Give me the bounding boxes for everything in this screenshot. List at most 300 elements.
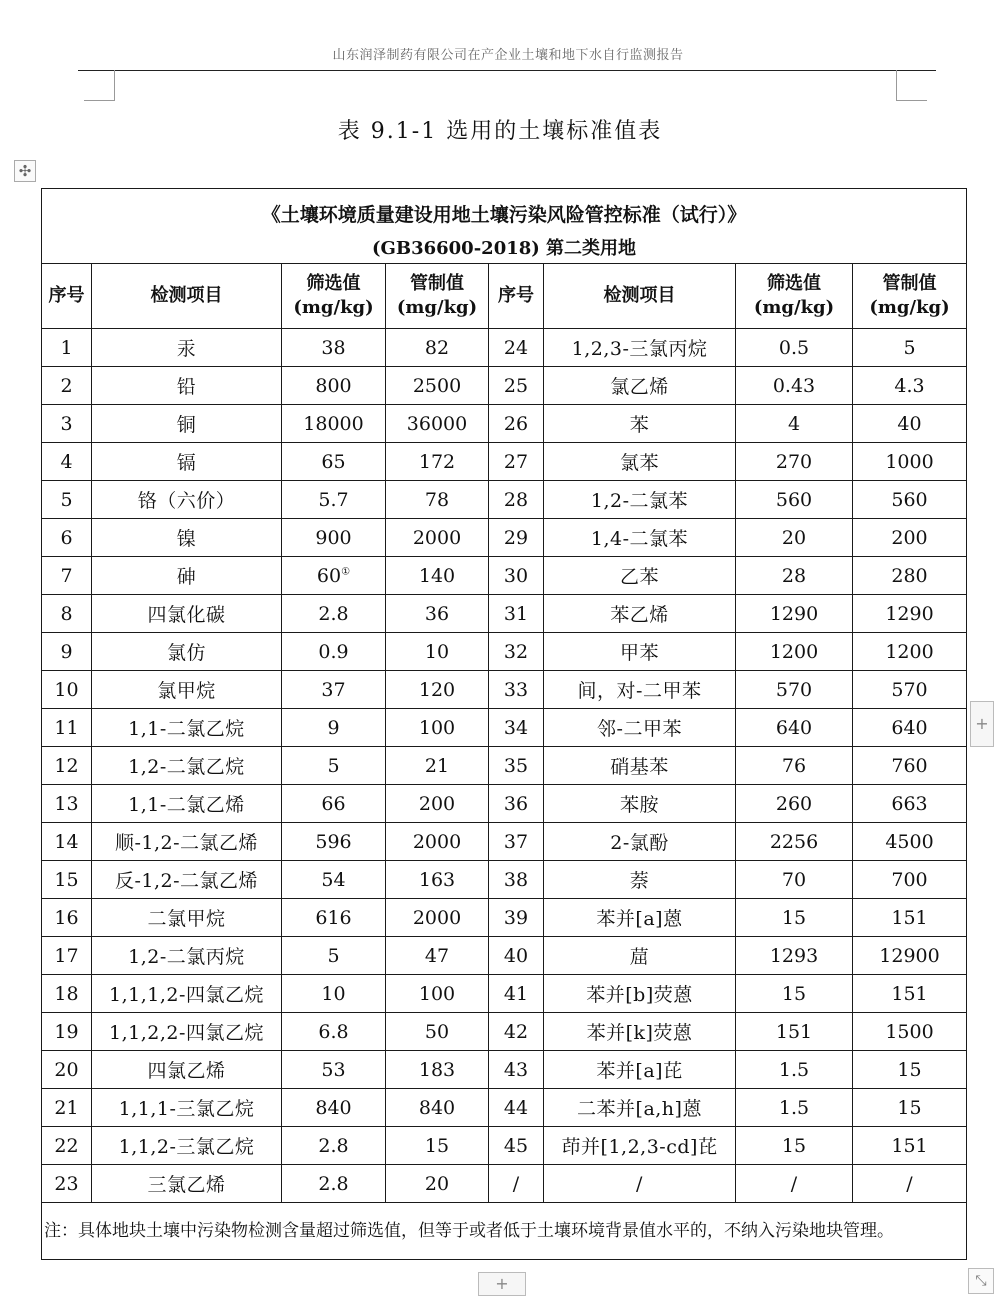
- item-cell[interactable]: [544, 443, 736, 481]
- cell-text: 37: [503, 830, 529, 853]
- screening-value-cell[interactable]: [282, 633, 386, 671]
- cell-text: 14: [54, 830, 79, 853]
- seq-cell[interactable]: [42, 975, 92, 1013]
- item-cell[interactable]: [544, 1089, 736, 1127]
- cell-text: 151: [775, 1020, 813, 1043]
- control-value-cell[interactable]: [853, 937, 967, 975]
- seq-cell[interactable]: [42, 1165, 92, 1203]
- seq-cell[interactable]: [42, 595, 92, 633]
- control-value-cell[interactable]: [386, 975, 489, 1013]
- table-caption-line1: 《土壤环境质量建设用地土壤污染风险管控标准（试行）》: [42, 189, 967, 232]
- item-cell[interactable]: [92, 1127, 282, 1165]
- screening-value-cell[interactable]: [736, 595, 853, 633]
- item-cell[interactable]: [92, 595, 282, 633]
- control-value-cell[interactable]: [386, 1089, 489, 1127]
- cell-text: 铅: [176, 376, 197, 398]
- screening-value-cell[interactable]: [282, 481, 386, 519]
- control-value-cell[interactable]: [853, 1089, 967, 1127]
- cell-text: 36: [503, 792, 529, 815]
- add-column-plus-icon[interactable]: +: [970, 701, 994, 747]
- seq-cell[interactable]: [42, 1013, 92, 1051]
- seq-cell[interactable]: [42, 329, 92, 367]
- cell-text: 700: [891, 868, 928, 891]
- item-cell[interactable]: [92, 1089, 282, 1127]
- screening-value-cell[interactable]: [282, 899, 386, 937]
- item-cell[interactable]: [92, 709, 282, 747]
- cell-text: 20: [424, 1172, 450, 1195]
- item-cell[interactable]: [92, 975, 282, 1013]
- cell-text: 840: [315, 1096, 352, 1119]
- cell-text: 151: [891, 906, 928, 929]
- screening-value-cell[interactable]: [282, 1013, 386, 1051]
- control-value-cell[interactable]: [853, 747, 967, 785]
- cell-text: 570: [775, 678, 813, 701]
- item-cell[interactable]: [92, 329, 282, 367]
- item-cell[interactable]: [92, 405, 282, 443]
- header-item: 检测项目: [544, 264, 736, 329]
- table-row: [42, 937, 967, 975]
- seq-cell[interactable]: [42, 937, 92, 975]
- control-value-cell[interactable]: [853, 557, 967, 595]
- screening-value-cell[interactable]: [736, 747, 853, 785]
- item-cell[interactable]: [544, 1013, 736, 1051]
- control-value-cell[interactable]: [853, 785, 967, 823]
- seq-cell[interactable]: [42, 747, 92, 785]
- control-value-cell[interactable]: [386, 1127, 489, 1165]
- item-cell[interactable]: [544, 671, 736, 709]
- cell-text: 2.8: [318, 602, 349, 625]
- item-cell[interactable]: [544, 823, 736, 861]
- cell-text: 15: [424, 1134, 450, 1157]
- table-resize-icon[interactable]: ⤡: [968, 1268, 994, 1294]
- header-control-title: 管制值: [882, 273, 937, 294]
- seq-cell[interactable]: [42, 443, 92, 481]
- header-unit: (mg/kg): [396, 297, 478, 318]
- screening-value-cell[interactable]: [736, 1127, 853, 1165]
- cell-text: /: [512, 1172, 520, 1195]
- add-row-plus-icon[interactable]: +: [478, 1272, 526, 1296]
- screening-value-cell[interactable]: [736, 823, 853, 861]
- seq-cell[interactable]: [42, 899, 92, 937]
- screening-value-cell[interactable]: [736, 481, 853, 519]
- cell-text: 16: [54, 906, 79, 929]
- seq-cell[interactable]: [489, 481, 544, 519]
- control-value-cell[interactable]: [386, 367, 489, 405]
- item-cell[interactable]: [544, 481, 736, 519]
- header-unit: (mg/kg): [869, 297, 950, 318]
- screening-value-cell[interactable]: [282, 823, 386, 861]
- screening-value-cell[interactable]: [736, 899, 853, 937]
- seq-cell[interactable]: [489, 709, 544, 747]
- seq-cell[interactable]: [42, 709, 92, 747]
- cell-text: 640: [891, 716, 928, 739]
- control-value-cell[interactable]: [386, 823, 489, 861]
- screening-value-cell[interactable]: [736, 937, 853, 975]
- screening-value-cell[interactable]: [736, 329, 853, 367]
- seq-cell[interactable]: [42, 367, 92, 405]
- control-value-cell[interactable]: [386, 519, 489, 557]
- seq-cell[interactable]: [489, 937, 544, 975]
- control-value-cell[interactable]: [386, 481, 489, 519]
- soil-standard-table: [41, 188, 967, 1260]
- cell-text: 四氯化碳: [147, 604, 226, 626]
- screening-value-cell[interactable]: [282, 1127, 386, 1165]
- seq-cell[interactable]: [489, 443, 544, 481]
- control-value-cell[interactable]: [386, 709, 489, 747]
- control-value-cell[interactable]: [853, 823, 967, 861]
- screening-value-cell[interactable]: [282, 595, 386, 633]
- seq-cell[interactable]: [489, 405, 544, 443]
- control-value-cell[interactable]: [853, 405, 967, 443]
- screening-value-cell[interactable]: [736, 671, 853, 709]
- control-value-cell[interactable]: [853, 481, 967, 519]
- item-cell[interactable]: [92, 861, 282, 899]
- cell-text: 二氯甲烷: [147, 908, 226, 930]
- cell-text: 15: [781, 906, 807, 929]
- header-screening-value: [736, 264, 853, 329]
- seq-cell[interactable]: [489, 861, 544, 899]
- item-cell[interactable]: [92, 1013, 282, 1051]
- cell-text: 1293: [769, 944, 819, 967]
- item-cell[interactable]: [544, 1051, 736, 1089]
- screening-value-cell[interactable]: [736, 1013, 853, 1051]
- seq-cell[interactable]: [42, 405, 92, 443]
- table-row: [42, 1127, 967, 1165]
- cell-text: 82: [424, 336, 450, 359]
- item-cell[interactable]: [544, 633, 736, 671]
- seq-cell[interactable]: [489, 1089, 544, 1127]
- control-value-cell[interactable]: [853, 899, 967, 937]
- table-row: [42, 633, 967, 671]
- cell-text: /: [906, 1172, 913, 1195]
- screening-value-cell[interactable]: [736, 1051, 853, 1089]
- control-value-cell[interactable]: [853, 1013, 967, 1051]
- screening-value-cell[interactable]: [282, 329, 386, 367]
- cell-text: 183: [418, 1058, 456, 1081]
- screening-value-cell[interactable]: [736, 1165, 853, 1203]
- item-cell[interactable]: [544, 785, 736, 823]
- seq-cell[interactable]: [42, 823, 92, 861]
- seq-cell[interactable]: [42, 785, 92, 823]
- cell-text: 19: [54, 1020, 79, 1043]
- table-note-row: [42, 1203, 967, 1260]
- screening-value-cell[interactable]: [736, 519, 853, 557]
- control-value-cell[interactable]: [386, 785, 489, 823]
- header-screening-value: [282, 264, 386, 329]
- cell-text: 76: [781, 754, 807, 777]
- header-control-value: [386, 264, 489, 329]
- control-value-cell[interactable]: [386, 329, 489, 367]
- screening-value-cell[interactable]: [282, 443, 386, 481]
- item-cell[interactable]: [92, 899, 282, 937]
- item-cell[interactable]: [92, 823, 282, 861]
- cell-text: 50: [424, 1020, 450, 1043]
- header-control-value: [853, 264, 967, 329]
- cell-text: 10: [321, 982, 346, 1005]
- cell-text: 1: [60, 336, 73, 359]
- seq-cell[interactable]: [489, 747, 544, 785]
- header-unit: (mg/kg): [753, 297, 835, 318]
- crop-mark-right: [896, 70, 927, 101]
- screening-value-cell[interactable]: [282, 671, 386, 709]
- seq-cell[interactable]: [42, 861, 92, 899]
- item-cell[interactable]: [92, 671, 282, 709]
- seq-cell[interactable]: [489, 595, 544, 633]
- screening-value-cell[interactable]: [736, 1089, 853, 1127]
- control-value-cell[interactable]: [386, 899, 489, 937]
- table-row: [42, 405, 967, 443]
- item-cell[interactable]: [544, 1127, 736, 1165]
- cell-text: 反-1,2-二氯乙烯: [114, 870, 259, 892]
- header-screening-title: 筛选值: [306, 273, 361, 294]
- cell-text: 1500: [885, 1020, 934, 1043]
- cell-text: 2.8: [318, 1172, 349, 1195]
- item-cell[interactable]: [544, 1165, 736, 1203]
- seq-cell[interactable]: [489, 1013, 544, 1051]
- cell-text: 2-氯酚: [610, 832, 669, 854]
- screening-value-cell[interactable]: [736, 557, 853, 595]
- control-value-cell[interactable]: [386, 595, 489, 633]
- cell-text: 2: [60, 374, 73, 397]
- control-value-cell[interactable]: [853, 329, 967, 367]
- screening-value-cell[interactable]: [736, 785, 853, 823]
- cell-text: 甲苯: [619, 642, 659, 664]
- screening-value-cell[interactable]: [736, 405, 853, 443]
- screening-value-cell[interactable]: [736, 367, 853, 405]
- item-cell[interactable]: [544, 937, 736, 975]
- cell-text: 5: [327, 944, 340, 967]
- item-cell[interactable]: [544, 519, 736, 557]
- seq-cell[interactable]: [489, 1051, 544, 1089]
- seq-cell[interactable]: [489, 785, 544, 823]
- item-cell[interactable]: [92, 785, 282, 823]
- table-row: [42, 709, 967, 747]
- cell-text: 镉: [176, 452, 197, 474]
- seq-cell[interactable]: [489, 633, 544, 671]
- seq-cell[interactable]: [42, 481, 92, 519]
- control-value-cell[interactable]: [853, 443, 967, 481]
- screening-value-cell[interactable]: [282, 709, 386, 747]
- screening-value-cell[interactable]: [282, 975, 386, 1013]
- control-value-cell[interactable]: [853, 1165, 967, 1203]
- seq-cell[interactable]: [489, 557, 544, 595]
- item-cell[interactable]: [92, 937, 282, 975]
- cell-text: 53: [321, 1058, 346, 1081]
- table-header-row: [42, 264, 967, 329]
- cell-text: 氯甲烷: [157, 680, 216, 702]
- cell-text: 15: [781, 982, 807, 1005]
- seq-cell[interactable]: [42, 1127, 92, 1165]
- seq-cell[interactable]: [489, 329, 544, 367]
- control-value-cell[interactable]: [853, 671, 967, 709]
- seq-cell[interactable]: [489, 823, 544, 861]
- seq-cell[interactable]: [489, 519, 544, 557]
- item-cell[interactable]: [92, 747, 282, 785]
- seq-cell[interactable]: [489, 671, 544, 709]
- cell-text: 34: [503, 716, 529, 739]
- screening-value-cell[interactable]: [282, 367, 386, 405]
- seq-cell[interactable]: [489, 1165, 544, 1203]
- seq-cell[interactable]: [489, 975, 544, 1013]
- cell-text: 15: [897, 1058, 922, 1081]
- cell-text: 21: [424, 754, 450, 777]
- control-value-cell[interactable]: [853, 595, 967, 633]
- control-value-cell[interactable]: [386, 633, 489, 671]
- cell-text: 1,1,2-三氯乙烷: [118, 1136, 255, 1158]
- item-cell[interactable]: [544, 367, 736, 405]
- table-move-handle-icon[interactable]: ✣: [14, 160, 36, 182]
- cell-text: 151: [891, 982, 928, 1005]
- cell-text: 42: [503, 1020, 529, 1043]
- table-title: 表 9.1-1 选用的土壤标准值表: [337, 119, 663, 144]
- table-row: [42, 557, 967, 595]
- control-value-cell[interactable]: [386, 747, 489, 785]
- cell-text: 66: [321, 792, 346, 815]
- cell-text: 4: [787, 412, 801, 435]
- cell-text: 17: [54, 944, 79, 967]
- item-cell[interactable]: [544, 899, 736, 937]
- seq-cell[interactable]: [42, 633, 92, 671]
- screening-value-cell[interactable]: [282, 937, 386, 975]
- screening-value-cell[interactable]: [282, 785, 386, 823]
- cell-text: 间，对-二甲苯: [577, 680, 702, 702]
- cell-text: 151: [891, 1134, 928, 1157]
- cell-text: 36: [424, 602, 450, 625]
- item-cell[interactable]: [92, 1051, 282, 1089]
- item-cell[interactable]: [92, 443, 282, 481]
- control-value-cell[interactable]: [386, 1165, 489, 1203]
- seq-cell[interactable]: [42, 1089, 92, 1127]
- cell-text: 1.5: [778, 1096, 810, 1119]
- item-cell[interactable]: [92, 1165, 282, 1203]
- table-row: [42, 1013, 967, 1051]
- cell-text: /: [790, 1172, 798, 1195]
- item-cell[interactable]: [544, 329, 736, 367]
- control-value-cell[interactable]: [386, 443, 489, 481]
- page-header: 山东润泽制药有限公司在产企业土壤和地下水自行监测报告: [332, 48, 684, 63]
- control-value-cell[interactable]: [386, 1013, 489, 1051]
- screening-value-cell[interactable]: [282, 861, 386, 899]
- item-cell[interactable]: [544, 595, 736, 633]
- cell-text: 1,2-二氯丙烷: [128, 946, 245, 968]
- control-value-cell[interactable]: [853, 633, 967, 671]
- screening-value-cell[interactable]: [282, 1165, 386, 1203]
- control-value-cell[interactable]: [386, 557, 489, 595]
- cell-text: 570: [891, 678, 928, 701]
- item-cell[interactable]: [92, 367, 282, 405]
- control-value-cell[interactable]: [386, 1051, 489, 1089]
- screening-value-cell[interactable]: [736, 975, 853, 1013]
- screening-value-cell[interactable]: [282, 557, 386, 595]
- table-row: [42, 823, 967, 861]
- control-value-cell[interactable]: [386, 405, 489, 443]
- item-cell[interactable]: [544, 405, 736, 443]
- cell-text: 苯并[b]荧蒽: [586, 984, 693, 1006]
- control-value-cell[interactable]: [853, 975, 967, 1013]
- item-cell[interactable]: [544, 557, 736, 595]
- cell-text: 30: [503, 564, 529, 587]
- control-value-cell[interactable]: [853, 519, 967, 557]
- cell-text: 1,1-二氯乙烯: [128, 794, 245, 816]
- cell-text: 12: [54, 754, 79, 777]
- screening-value-cell[interactable]: [736, 443, 853, 481]
- cell-text: 1,2-二氯苯: [590, 490, 689, 512]
- header-rule: [78, 70, 936, 71]
- cell-text: 560: [775, 488, 813, 511]
- crop-mark-left: [84, 70, 115, 101]
- screening-value-cell[interactable]: [282, 1051, 386, 1089]
- control-value-cell[interactable]: [853, 709, 967, 747]
- cell-text: 11: [54, 716, 79, 739]
- screening-value-cell[interactable]: [282, 405, 386, 443]
- cell-text: 39: [503, 906, 529, 929]
- cell-text: 260: [775, 792, 813, 815]
- seq-cell[interactable]: [42, 671, 92, 709]
- seq-cell[interactable]: [489, 367, 544, 405]
- cell-text: 1.5: [778, 1058, 810, 1081]
- cell-text: 三氯乙烯: [147, 1174, 226, 1196]
- item-cell[interactable]: [544, 747, 736, 785]
- control-value-cell[interactable]: [853, 1051, 967, 1089]
- control-value-cell[interactable]: [853, 367, 967, 405]
- item-cell[interactable]: [544, 861, 736, 899]
- cell-text: 1290: [885, 602, 934, 625]
- cell-text: 6: [60, 526, 73, 549]
- control-value-cell[interactable]: [853, 1127, 967, 1165]
- seq-cell[interactable]: [42, 557, 92, 595]
- cell-text: 苯并[k]荧蒽: [586, 1022, 693, 1044]
- cell-text: 苯并[a]蒽: [596, 908, 683, 930]
- table-row: [42, 481, 967, 519]
- screening-value-cell[interactable]: [282, 747, 386, 785]
- item-cell[interactable]: [544, 709, 736, 747]
- cell-text: 45: [503, 1134, 529, 1157]
- item-cell[interactable]: [544, 975, 736, 1013]
- table-row: [42, 1051, 967, 1089]
- screening-value-cell[interactable]: [736, 633, 853, 671]
- control-value-cell[interactable]: [853, 861, 967, 899]
- cell-text: 邻-二甲苯: [597, 718, 682, 740]
- cell-text: 24: [503, 336, 529, 359]
- seq-cell[interactable]: [489, 899, 544, 937]
- table-row: [42, 861, 967, 899]
- control-value-cell[interactable]: [386, 937, 489, 975]
- screening-value-cell[interactable]: [282, 1089, 386, 1127]
- seq-cell[interactable]: [489, 1127, 544, 1165]
- cell-text: 硝基苯: [610, 756, 669, 778]
- item-cell[interactable]: [92, 519, 282, 557]
- cell-text: 15: [54, 868, 79, 891]
- screening-value-cell[interactable]: [282, 519, 386, 557]
- control-value-cell[interactable]: [386, 671, 489, 709]
- cell-text: 172: [418, 450, 456, 473]
- cell-text: 78: [424, 488, 450, 511]
- cell-text: 2.8: [318, 1134, 349, 1157]
- item-cell[interactable]: [92, 557, 282, 595]
- control-value-cell[interactable]: [386, 861, 489, 899]
- screening-value-cell[interactable]: [736, 861, 853, 899]
- table-row: [42, 519, 967, 557]
- cell-text: 铬（六价）: [137, 490, 236, 512]
- item-cell[interactable]: [92, 633, 282, 671]
- cell-text: 7: [60, 564, 73, 587]
- item-cell[interactable]: [92, 481, 282, 519]
- seq-cell[interactable]: [42, 519, 92, 557]
- seq-cell[interactable]: [42, 1051, 92, 1089]
- header-unit: (mg/kg): [293, 297, 374, 318]
- cell-text: 汞: [176, 338, 197, 360]
- screening-value-cell[interactable]: [736, 709, 853, 747]
